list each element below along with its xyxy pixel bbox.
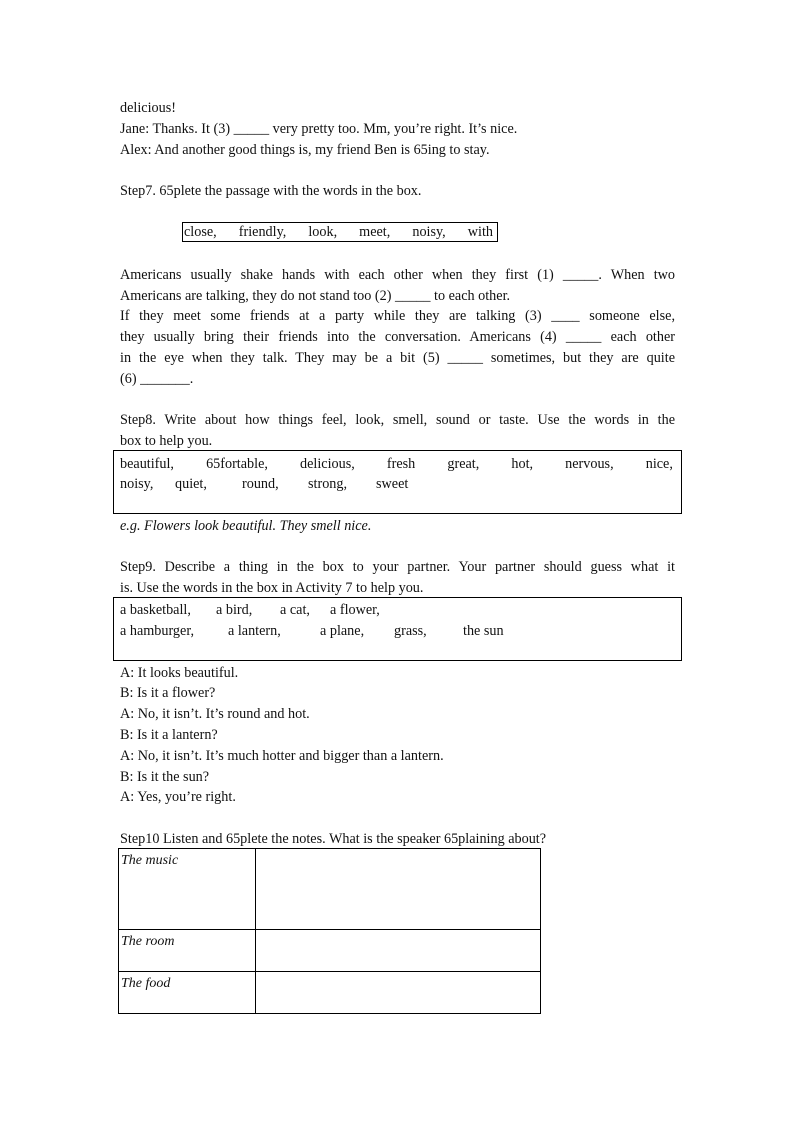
passage-line-3: If they meet some friends at a party while they are talking (3) ____ someone else, [120,308,675,324]
word-nervous: nervous, [565,456,614,472]
word-friendly: friendly, [238,224,287,240]
notes-table [118,848,541,1014]
word-great: great, [447,456,480,472]
word-fresh: fresh [386,456,416,472]
word-flower: a flower, [330,602,380,618]
dialogue-line-1: A: It looks beautiful. [120,665,239,681]
word-noisy-8: noisy, [120,476,154,492]
dialogue-line-3: A: No, it isn’t. It’s round and hot. [120,706,310,722]
word-nice: nice, [645,456,673,472]
word-grass: grass, [394,623,427,639]
dialogue-line-6: B: Is it the sun? [120,769,210,785]
step8-title-line-2: box to help you. [120,433,213,449]
step9-title-line-1: Step9. Describe a thing in the box to your partner. Your partner should guess what it [120,559,675,575]
intro-line-1: delicious! [120,100,176,116]
word-lantern: a lantern, [228,623,281,639]
notes-label-food: The food [119,972,256,1014]
notes-answer-food[interactable] [256,972,541,1014]
notes-answer-room[interactable] [256,930,541,972]
passage-line-1: Americans usually shake hands with each other when they first (1) _____. When two [120,267,675,283]
notes-label-room: The room [119,930,256,972]
passage-line-5: in the eye when they talk. They may be a bit (5) _____ sometimes, but they are quite [120,350,675,366]
step8-word-box [113,450,682,514]
intro-line-2: Jane: Thanks. It (3) _____ very pretty too. Mm, you’re right. It’s nice. [120,121,518,137]
step8-title-line-1: Step8. Write about how things feel, look, smell, sound or taste. Use the words in the [120,412,675,428]
passage-line-6: (6) _______. [120,371,194,387]
passage-line-2: Americans are talking, they do not stand too (2) _____ to each other. [120,288,511,304]
word-basketball: a basketball, [120,602,191,618]
notes-row-room [119,930,541,972]
word-noisy: noisy, [412,224,446,240]
word-strong: strong, [308,476,348,492]
step8-example: e.g. Flowers look beautiful. They smell nice. [120,518,372,534]
notes-answer-music[interactable] [256,849,541,930]
notes-row-music [119,849,541,930]
dialogue-line-4: B: Is it a lantern? [120,727,218,743]
word-close: close, [184,224,217,240]
step9-word-box [113,597,682,661]
word-round: round, [242,476,279,492]
word-sweet: sweet [376,476,409,492]
dialogue-line-2: B: Is it a flower? [120,685,216,701]
word-hot: hot, [511,456,534,472]
word-cat: a cat, [280,602,310,618]
dialogue-line-5: A: No, it isn’t. It’s much hotter and bigger than a lantern. [120,748,444,764]
word-comfortable: 65fortable, [206,456,268,472]
step7-word-box [182,222,498,242]
word-hamburger: a hamburger, [120,623,195,639]
notes-row-food [119,972,541,1014]
word-plane: a plane, [320,623,365,639]
step9-title-line-2: is. Use the words in the box in Activity 7 to help you. [120,580,424,596]
word-look: look, [308,224,338,240]
word-delicious: delicious, [300,456,355,472]
word-quiet: quiet, [175,476,207,492]
word-beautiful: beautiful, [120,456,174,472]
intro-line-3: Alex: And another good things is, my friend Ben is 65ing to stay. [120,142,490,158]
word-the-sun: the sun [463,623,504,639]
word-bird: a bird, [216,602,253,618]
dialogue-line-7: A: Yes, you’re right. [120,789,236,805]
step7-title: Step7. 65plete the passage with the words in the box. [120,183,422,199]
notes-label-music: The music [119,849,256,930]
step10-title: Step10 Listen and 65plete the notes. What is the speaker 65plaining about? [120,831,547,847]
word-with: with [467,224,493,240]
passage-line-4: they usually bring their friends into the conversation. Americans (4) _____ each other [120,329,675,345]
word-meet: meet, [359,224,391,240]
